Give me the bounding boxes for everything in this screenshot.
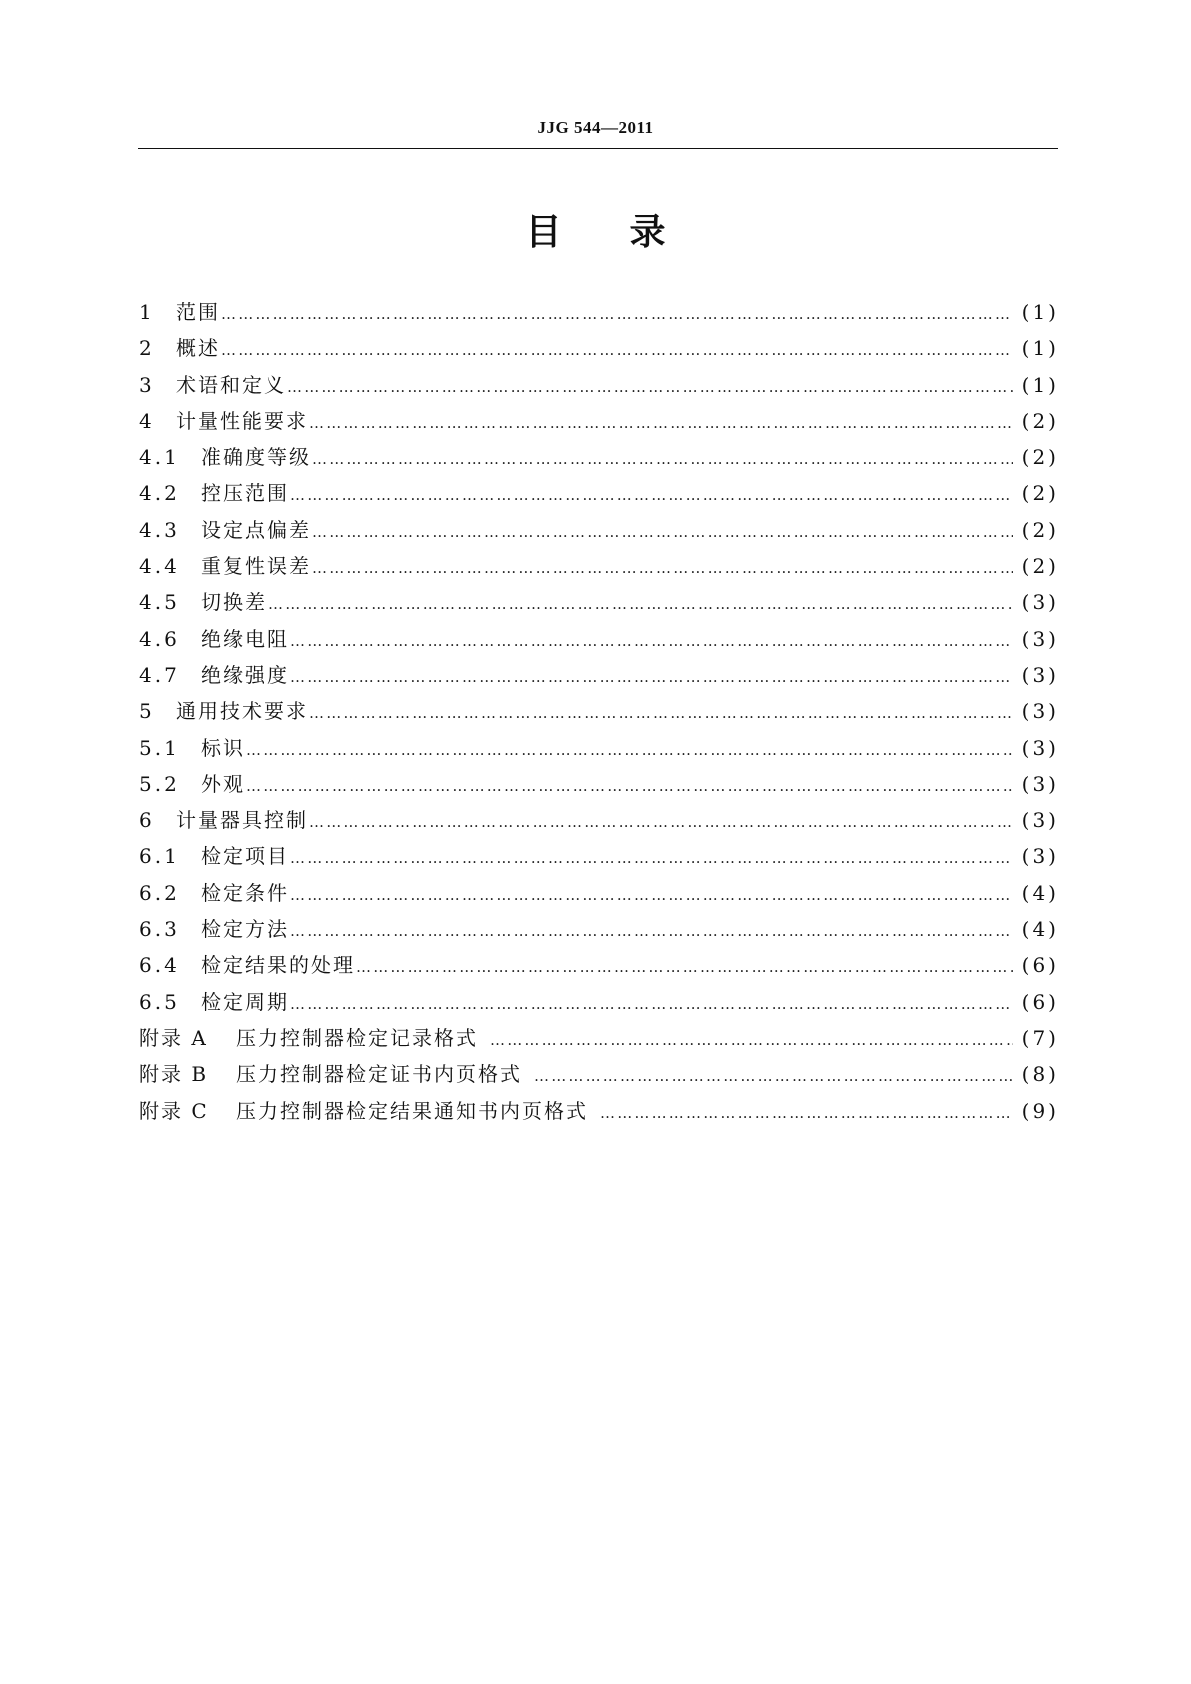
toc-entry[interactable] [139, 911, 1059, 947]
toc-entry[interactable] [139, 294, 1059, 330]
toc-entry-page: (2) [1021, 408, 1059, 433]
toc-entry[interactable] [139, 1093, 1059, 1129]
toc-dot-leader [220, 332, 1013, 368]
toc-dot-leader [289, 913, 1013, 949]
toc-dot-leader [355, 949, 1013, 985]
toc-entry-number: 3 [139, 372, 155, 397]
toc-dot-leader [308, 695, 1013, 731]
toc-dot-leader [478, 1022, 1013, 1058]
toc-entry-title: 检定条件 [201, 880, 289, 905]
toc-entry-title: 切换差 [201, 590, 267, 615]
toc-dot-leader [522, 1058, 1013, 1094]
toc-entry-page: (2) [1021, 445, 1059, 470]
toc-entry[interactable] [139, 439, 1059, 475]
toc-dot-leader [289, 840, 1013, 876]
toc-entry-title: 检定项目 [201, 844, 289, 869]
document-code-header: JJG 544—2011 [537, 118, 654, 137]
toc-dot-leader [289, 986, 1013, 1022]
toc-entry-title: 概述 [176, 336, 220, 361]
table-of-contents [139, 294, 1059, 1129]
toc-dot-leader [289, 623, 1013, 659]
toc-entry-title: 术语和定义 [176, 372, 286, 397]
toc-entry-number: 6 [139, 808, 155, 833]
toc-entry[interactable] [139, 548, 1059, 584]
toc-entry-number: 4.1 [139, 445, 180, 470]
toc-entry[interactable] [139, 838, 1059, 874]
toc-entry-number: 6.4 [139, 953, 180, 978]
toc-entry-number: 附录 A [139, 1025, 208, 1050]
toc-entry-number: 2 [139, 336, 155, 361]
toc-entry-title: 计量性能要求 [176, 408, 308, 433]
toc-entry[interactable] [139, 730, 1059, 766]
toc-entry-page: (6) [1021, 989, 1059, 1014]
toc-entry-number: 4.7 [139, 662, 180, 687]
toc-entry-page: (8) [1021, 1062, 1059, 1087]
toc-entry-page: (4) [1021, 880, 1059, 905]
toc-entry-page: (3) [1021, 844, 1059, 869]
toc-entry-page: (3) [1021, 626, 1059, 651]
toc-dot-leader [267, 586, 1013, 622]
toc-dot-leader [308, 804, 1013, 840]
toc-entry-page: (9) [1021, 1098, 1059, 1123]
toc-entry-number: 6.2 [139, 880, 180, 905]
toc-dot-leader [289, 659, 1013, 695]
toc-entry-page: (2) [1021, 554, 1059, 579]
toc-entry-title: 检定周期 [201, 989, 289, 1014]
toc-entry[interactable] [139, 875, 1059, 911]
toc-entry-number: 1 [139, 300, 155, 324]
toc-entry[interactable] [139, 984, 1059, 1020]
toc-entry[interactable] [139, 512, 1059, 548]
toc-dot-leader [588, 1095, 1013, 1131]
toc-entry-number: 附录 C [139, 1098, 209, 1123]
toc-entry-title: 检定结果的处理 [201, 953, 355, 978]
toc-entry-title: 检定方法 [201, 917, 289, 942]
toc-entry[interactable] [139, 657, 1059, 693]
toc-entry[interactable] [139, 1056, 1059, 1092]
toc-entry-number: 6.3 [139, 917, 180, 942]
toc-entry[interactable] [139, 947, 1059, 983]
toc-entry-page: (1) [1021, 336, 1059, 361]
page-title: 目录 [525, 212, 734, 253]
toc-entry-title: 绝缘强度 [201, 662, 289, 687]
toc-entry-page: (4) [1021, 917, 1059, 942]
toc-entry[interactable] [139, 475, 1059, 511]
toc-entry-number: 4.2 [139, 481, 180, 506]
toc-entry[interactable] [139, 802, 1059, 838]
toc-entry-number: 5 [139, 699, 155, 724]
toc-entry-page: (1) [1021, 372, 1059, 397]
toc-entry-title: 通用技术要求 [176, 699, 308, 724]
toc-dot-leader [308, 405, 1013, 441]
toc-entry-title: 压力控制器检定记录格式 [236, 1025, 478, 1050]
toc-entry-title: 设定点偏差 [201, 517, 311, 542]
toc-entry-page: (2) [1021, 517, 1059, 542]
toc-dot-leader [289, 477, 1013, 513]
toc-entry-page: (7) [1021, 1025, 1059, 1050]
toc-entry-title: 范围 [176, 300, 220, 324]
toc-entry-number: 5.1 [139, 735, 180, 760]
toc-dot-leader [289, 877, 1013, 913]
toc-entry-number: 附录 B [139, 1062, 209, 1087]
toc-entry-title: 控压范围 [201, 481, 289, 506]
toc-entry-page: (3) [1021, 771, 1059, 796]
toc-dot-leader [311, 550, 1013, 586]
toc-dot-leader [311, 441, 1013, 477]
toc-entry-title: 标识 [201, 735, 245, 760]
toc-entry-title: 重复性误差 [201, 554, 311, 579]
toc-entry-number: 6.5 [139, 989, 180, 1014]
toc-dot-leader [286, 369, 1013, 405]
toc-entry-title: 压力控制器检定结果通知书内页格式 [236, 1098, 588, 1123]
toc-entry[interactable] [139, 330, 1059, 366]
toc-entry-page: (6) [1021, 953, 1059, 978]
toc-entry-page: (3) [1021, 699, 1059, 724]
toc-entry-number: 4.5 [139, 590, 180, 615]
toc-entry-number: 4 [139, 408, 155, 433]
toc-entry-title: 准确度等级 [201, 445, 311, 470]
toc-dot-leader [245, 768, 1013, 804]
toc-entry-page: (3) [1021, 735, 1059, 760]
toc-entry-page: (3) [1021, 590, 1059, 615]
toc-entry-number: 4.6 [139, 626, 180, 651]
toc-entry-number: 6.1 [139, 844, 180, 869]
toc-entry-page: (2) [1021, 481, 1059, 506]
toc-dot-leader [245, 732, 1013, 768]
toc-entry[interactable] [139, 367, 1059, 403]
toc-entry[interactable] [139, 766, 1059, 802]
toc-entry-number: 4.3 [139, 517, 180, 542]
toc-entry-title: 绝缘电阻 [201, 626, 289, 651]
toc-dot-leader [311, 514, 1013, 550]
toc-entry-title: 压力控制器检定证书内页格式 [236, 1062, 522, 1087]
toc-entry-number: 5.2 [139, 771, 180, 796]
toc-dot-leader [220, 296, 1013, 332]
toc-entry-title: 外观 [201, 771, 245, 796]
header-rule [138, 148, 1058, 149]
toc-entry-page: (3) [1021, 808, 1059, 833]
toc-entry[interactable] [139, 584, 1059, 620]
toc-entry[interactable] [139, 1020, 1059, 1056]
toc-entry[interactable] [139, 693, 1059, 729]
toc-entry-title: 计量器具控制 [176, 808, 308, 833]
toc-entry-page: (3) [1021, 662, 1059, 687]
toc-entry[interactable] [139, 403, 1059, 439]
toc-entry-number: 4.4 [139, 554, 180, 579]
toc-entry[interactable] [139, 621, 1059, 657]
toc-entry-page: (1) [1021, 300, 1059, 324]
